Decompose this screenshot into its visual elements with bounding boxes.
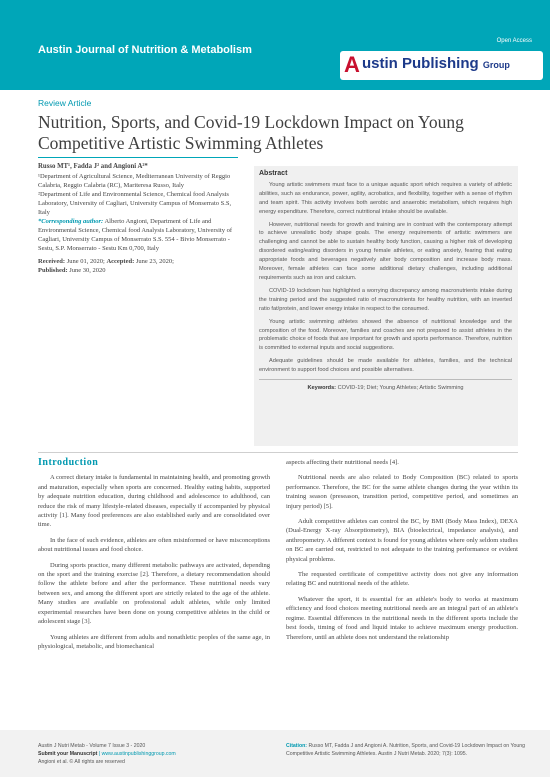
received-label: Received: xyxy=(38,258,66,265)
body-paragraph: aspects affecting their nutritional needs [4]. xyxy=(286,459,399,466)
abstract-heading: Abstract xyxy=(259,170,288,177)
affiliation-1: ¹Department of Agricultural Science, Mediterranean University of Reggio Calabria, Reggio Calabria (RC), Mariteresa Russo, Italy xyxy=(38,173,231,189)
body-column-left xyxy=(38,458,270,657)
article-title: Nutrition, Sports, and Covid-19 Lockdown Impact on Young Competitive Artistic Swimming Athletes xyxy=(38,112,464,153)
body-paragraph: The requested certificate of competitive activity does not give any information relating BC and nutritional needs of the athlete. xyxy=(286,571,518,588)
affiliation-2: ²Department of Life and Environmental Science, Chemical food Analysis Laboratory, University of Cagliari, University Campus of Monserrato S.S, Italy xyxy=(38,191,232,216)
body-paragraph: In the face of such evidence, athletes are often misinformed or have misconceptions about nutritional issues and food choice. xyxy=(38,536,270,554)
authors: Russo MT¹, Fadda J² and Angioni A²* xyxy=(38,163,148,170)
title-divider xyxy=(38,157,238,158)
corresponding-author xyxy=(38,217,238,253)
publisher-name xyxy=(362,55,510,72)
citation-label: Citation: xyxy=(286,743,308,749)
body-paragraph: Whatever the sport, it is essential for an athlete's body to works at maximum efficiency and food choices meeting nutritional needs are an integral part of an athlete's regime. Essential differences in the nutritional needs in the different sports include the best foods, timing of food and liquid intake to achieve maximum energy production. Therefore, until an athlete does not understand the relationship xyxy=(286,595,518,641)
introduction-heading: Introduction xyxy=(38,457,99,468)
corresponding-label: *Corresponding author: xyxy=(38,218,104,225)
page-footer xyxy=(0,730,550,777)
abstract-paragraph-3: COVID-19 lockdown has highlighted a worrying discrepancy among macronutrients intake during the training period and the suggested ratio of macronutrients for healthy nutrition, with an inverted ratio fat/protein, and lower energy intake in respect to the consumed. xyxy=(259,287,512,312)
publisher-logo-mark: A xyxy=(344,52,360,77)
keywords-label: Keywords: xyxy=(307,385,337,392)
abstract-paragraph-5: Adequate guidelines should be made available for athletes, families, and the technical environment to support food choices and possible alternatives. xyxy=(259,358,512,374)
publisher-name-text: ustin Publishing xyxy=(362,55,479,72)
published-date: June 30, 2020 xyxy=(69,267,106,274)
received-date: June 01, 2020; xyxy=(66,258,105,265)
abstract-paragraph-1: Young artistic swimmers must face to a unique aquatic sport which requires a variety of athletic abilities, such as endurance, power, agility, acrobatics, and flexibility, together with a sense of rhythm and team spirit. This activity involves both aerobic and anaerobic metabolism, which requires high energy expenditure. Therefore, correct nutritional intake should be available. xyxy=(259,181,512,215)
publisher-group: Group xyxy=(482,60,510,70)
footer-volume: Austin J Nutri Metab - Volume 7 Issue 3 - 2020 xyxy=(38,743,146,749)
section-divider xyxy=(38,452,518,453)
abstract-paragraph-2: However, nutritional needs for growth and training are in contrast with the contemporary attempt to achieve unrealistic body shape goals. The energy requirements of artistic swimmers are challenging and cannot be able to sustain healthy body function, causing a higher risk of developing disordered eating/eating disorders in young female athletes, or eating anxiety, fearing that eating appropriate foods and beverages negatively alter body composition and increase body mass. Moreover, female athletes can face some additional dietary challenges, including additional requirements such as iron and calcium. xyxy=(259,221,512,281)
article-type: Review Article xyxy=(38,98,92,108)
body-paragraph: Adult competitive athletes can control the BC, by BMI (Body Mass Index), DEXA (Dual-Energy X-ray Absorptiometry), BIA (bioelectrical, impedance analysis), and anthropometry. A different context is found for young athletes where only seldom studies on BC are carried out, restricted to not adequate to the training performance or evident physical problems. xyxy=(286,518,518,563)
accepted-label: Accepted: xyxy=(106,258,135,265)
abstract-paragraph-4: Young artistic swimming athletes showed the absence of nutritional knowledge and the composition of the food. Moreover, families and coaches are not prepared to assist athletes in the problematic choice of foods that are important for growth and sports performance. Therefore, nutrition is committed to external inputs and social suggestions. xyxy=(259,318,512,352)
submit-manuscript-label: Submit your Manuscript xyxy=(38,751,98,757)
author-info xyxy=(38,162,238,275)
body-paragraph: A correct dietary intake is fundamental in maintaining health, and promoting growth and maturation, especially when sports are concerned. Healthy eating habits, supported by adequate nutrition education, during childhood and adolescence to adulthood, can reduce the risk of many lifestyle-related diseases, especially if accompanied by physical activity [1]. Many food preferences are also established early and are consolidated over time. xyxy=(38,474,270,529)
accepted-date: June 23, 2020; xyxy=(135,258,174,265)
publisher-logo xyxy=(340,51,543,80)
body-paragraph: Nutritional needs are also related to Body Composition (BC) related to sports performance. Therefore, the BC for the same athlete changes during the year within its training season (preseason, transition period, competitive period, and sometimes an injury period) [5]. xyxy=(286,474,518,510)
footer-journal-info xyxy=(38,742,238,766)
corresponding-text: Alberto Angioni, Department of Life and Environmental Science, Chemical food Analysis Laboratory, University of Cagliari, University Campus of Monserrato S.S. 554 - Bivio Monserrato - Sestu, S.P. Monserrato - Sestu Km 0,700, Italy xyxy=(38,218,232,252)
journal-header xyxy=(0,0,550,90)
publication-dates xyxy=(38,257,238,275)
footer-rights: Angioni et al. © All rights are reserved xyxy=(38,759,125,765)
body-column-right xyxy=(286,458,518,648)
open-access-label: Open Access xyxy=(496,38,532,44)
abstract-box xyxy=(254,166,518,446)
journal-name: Austin Journal of Nutrition & Metabolism xyxy=(38,44,252,56)
publisher-website-link[interactable]: | www.austinpublishinggroup.com xyxy=(98,751,176,757)
keywords-text: COVID-19; Diet; Young Athletes; Artistic Swimming xyxy=(337,385,464,392)
published-label: Published: xyxy=(38,267,68,274)
keywords xyxy=(259,384,512,393)
citation-text: Russo MT, Fadda J and Angioni A. Nutrition, Sports, and Covid-19 Lockdown Impact on Young Competitive Artistic Swimming Athletes. Austin J Nutri Metab. 2020; 7(3): 1095. xyxy=(286,743,526,757)
footer-submit xyxy=(38,750,238,758)
body-paragraph: During sports practice, many different metabolic pathways are activated, depending on the sport and the training exercise [2]. Therefore, a dietary recommendation should follow the athlete before and after the performance. These nutritional needs vary between sex, and among the different sport are strictly related to the age of the athlete. Many studies are available on professional adult athletes, while only limited experimental researches have been done on young competitive athletes in the child or adolescent stage [3]. xyxy=(38,561,270,626)
footer-citation xyxy=(286,742,526,758)
body-paragraph: Young athletes are different from adults and nonathletic peoples of the same age, in physiological, metabolic, and biomechanical xyxy=(38,633,270,650)
keywords-divider xyxy=(259,379,512,380)
